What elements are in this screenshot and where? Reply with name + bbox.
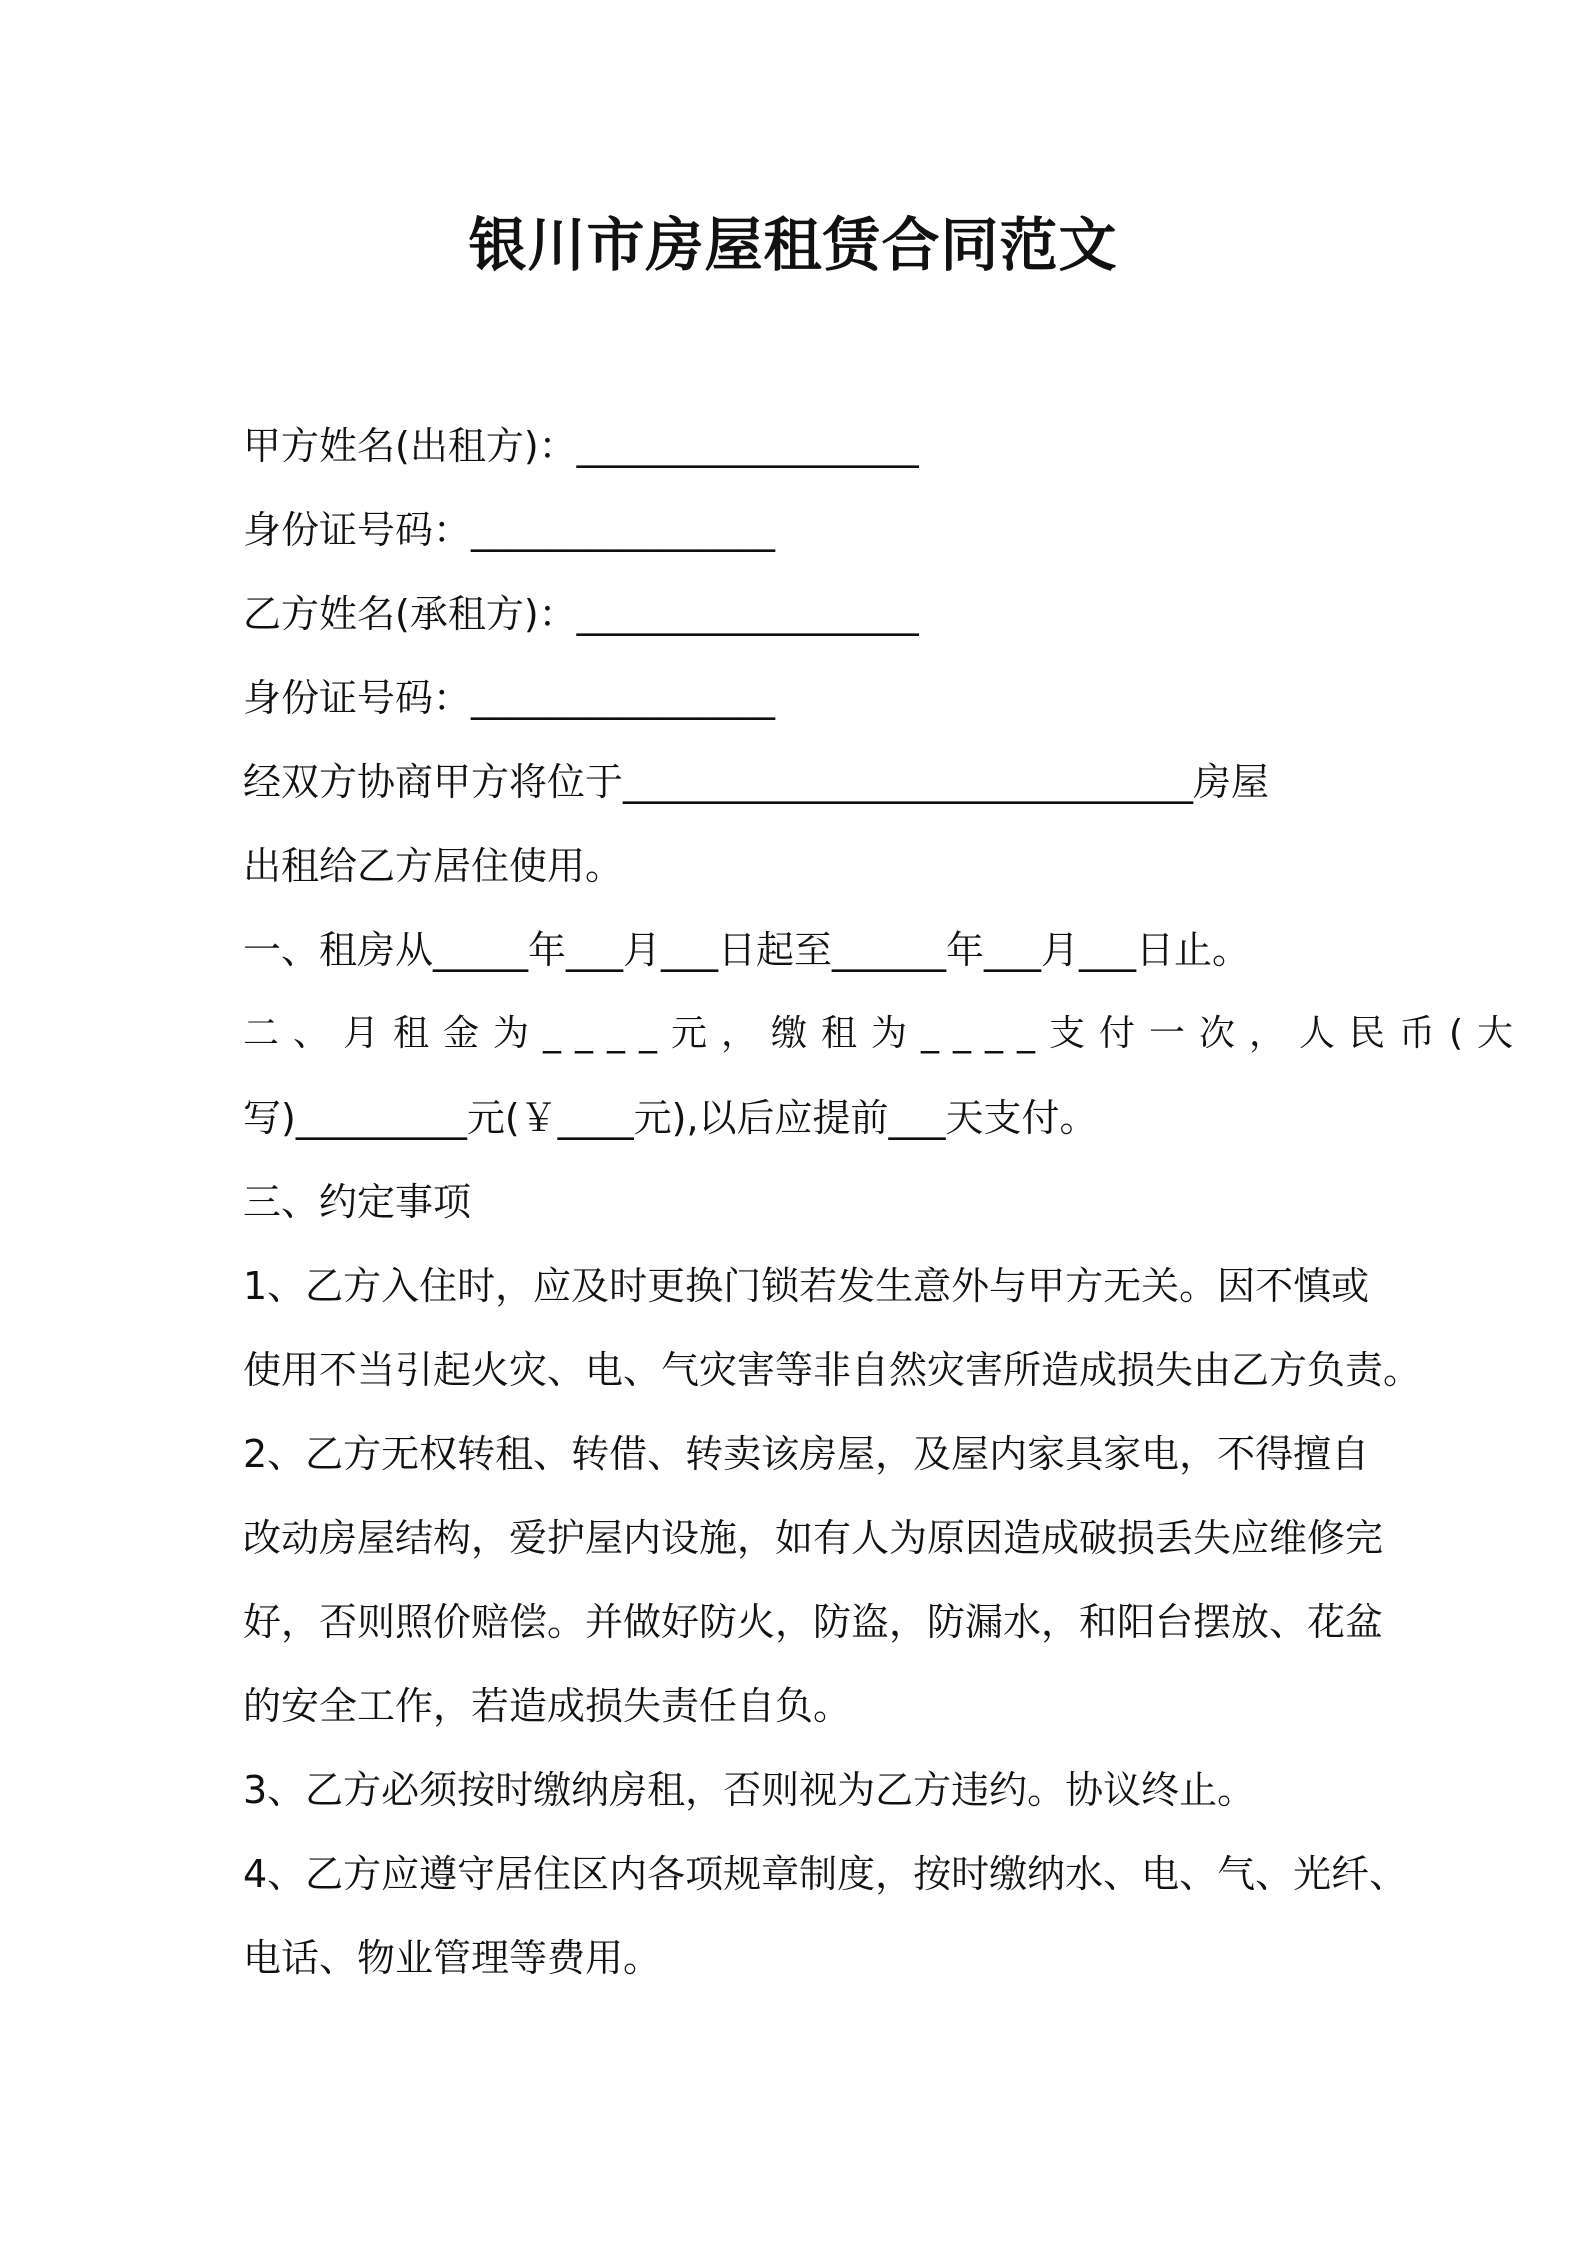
clause-2-line-3: 好，否则照价赔偿。并做好防火，防盗，防漏水，和阳台摆放、花盆 (243, 1600, 1384, 1644)
lease-term-line: 一、租房从_____年___月___日起至______年___月___日止。 (243, 928, 1251, 972)
lessor-id-line: 身份证号码：________________ (243, 508, 776, 552)
section-heading-terms: 三、约定事项 (243, 1180, 472, 1224)
rent-amount-line: 二、月租金为____元，缴租为____支付一次，人民币(大 (243, 1013, 1528, 1054)
clause-2-line-1: 2、乙方无权转租、转借、转卖该房屋，及屋内家具家电，不得擅自 (243, 1432, 1370, 1476)
rent-payment-line: 写)_________元(￥____元),以后应提前___天支付。 (243, 1096, 1098, 1140)
clause-4-line-2: 电话、物业管理等费用。 (243, 1936, 662, 1980)
lessee-id-line: 身份证号码：________________ (243, 676, 776, 720)
clause-2-line-2: 改动房屋结构，爱护屋内设施，如有人为原因造成破损丢失应维修完 (243, 1516, 1384, 1560)
clause-3-line-1: 3、乙方必须按时缴纳房租，否则视为乙方违约。协议终止。 (243, 1768, 1256, 1812)
lessee-name-line: 乙方姓名(承租方)：__________________ (243, 592, 919, 636)
clause-2-line-4: 的安全工作，若造成损失责任自负。 (243, 1684, 852, 1728)
clause-4-line-1: 4、乙方应遵守居住区内各项规章制度，按时缴纳水、电、气、光纤、 (243, 1852, 1408, 1896)
clause-1-line-2: 使用不当引起火灾、电、气灾害等非自然灾害所造成损失由乙方负责。 (243, 1348, 1422, 1392)
property-usage-line: 出租给乙方居住使用。 (243, 844, 624, 888)
property-location-line: 经双方协商甲方将位于______________________________房屋 (243, 760, 1270, 804)
clause-1-line-1: 1、乙方入住时，应及时更换门锁若发生意外与甲方无关。因不慎或 (243, 1264, 1370, 1308)
lessor-name-line: 甲方姓名(出租方)：__________________ (243, 424, 919, 468)
document-body (243, 404, 1528, 2000)
document-title: 银川市房屋租赁合同范文 (468, 211, 1118, 279)
